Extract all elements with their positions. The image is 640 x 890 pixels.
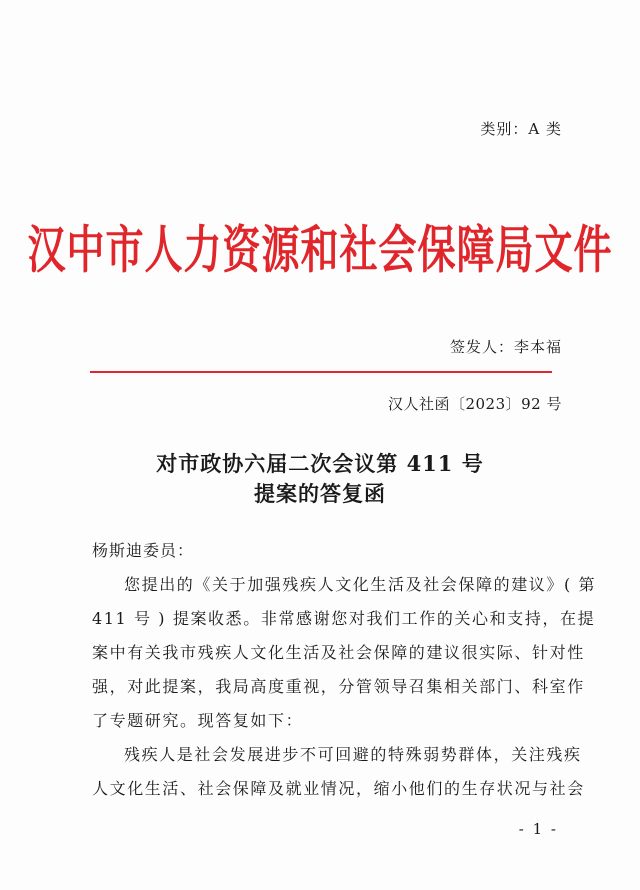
- header-title: 汉中市人力资源和社会保障局文件: [27, 220, 613, 280]
- document-title-line-2: 提案的答复函: [254, 481, 386, 506]
- body-line: 残疾人是社会发展进步不可回避的特殊弱势群体，关注残疾: [124, 745, 582, 764]
- body-line: 人文化生活、社会保障及就业情况，缩小他们的生存状况与社会: [92, 779, 585, 798]
- body-line: 您提出的《关于加强残疾人文化生活及社会保障的建议》( 第: [124, 575, 597, 594]
- page-number: - 1 -: [518, 820, 558, 838]
- category-label: 类别：A 类: [480, 120, 562, 138]
- body-line: 案中有关我市残疾人文化生活及社会保障的建议很实际、针对性: [92, 643, 585, 662]
- red-divider: [90, 371, 552, 373]
- body-line: 411 号 ) 提案收悉。非常感谢您对我们工作的关心和支持，在提: [92, 609, 596, 628]
- document-number: 汉人社函〔2023〕92 号: [387, 395, 562, 413]
- document-title-line-1: 对市政协六届二次会议第 411 号: [156, 451, 484, 476]
- salutation: 杨斯迪委员：: [92, 541, 195, 560]
- body-line: 了专题研究。现答复如下：: [92, 711, 304, 730]
- body-line: 强，对此提案，我局高度重视，分管领导召集相关部门、科室作: [92, 677, 585, 696]
- signer-label: 签发人：李本福: [449, 338, 562, 356]
